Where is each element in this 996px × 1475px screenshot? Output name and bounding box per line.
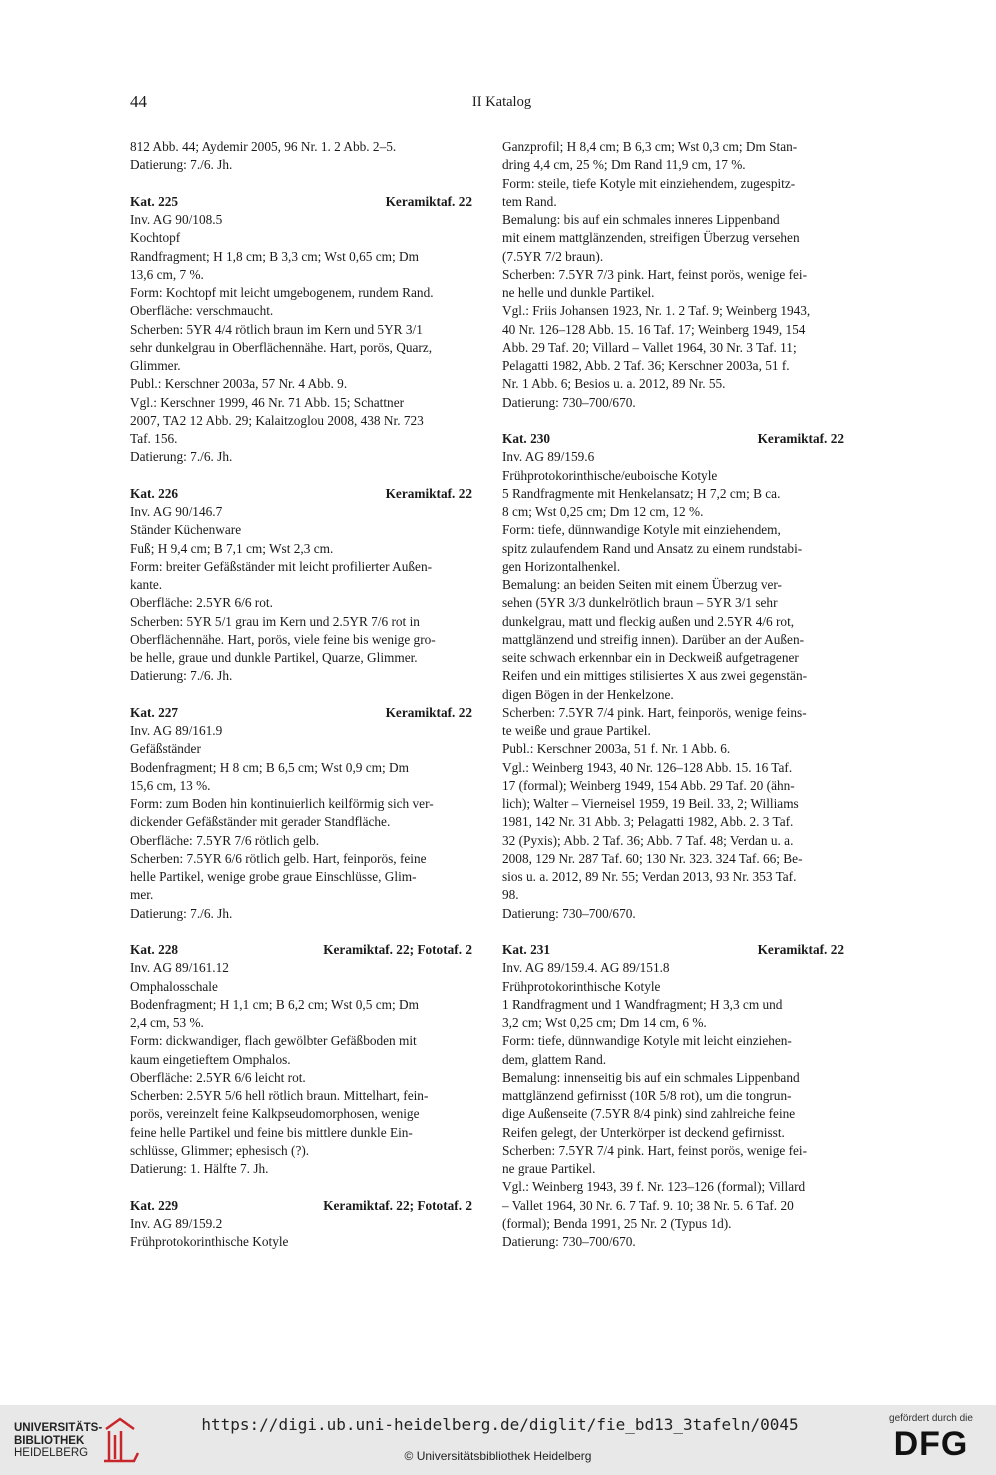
entry-text-line: porös, vereinzelt feine Kalkpseudomorphosen, wenige xyxy=(130,1106,420,1122)
entry-text-line: Vgl.: Kerschner 1999, 46 Nr. 71 Abb. 15; Schattner xyxy=(130,394,405,410)
entry-text-line: Oberflächennähe. Hart, porös, viele feine bis wenige gro- xyxy=(130,631,436,647)
entry-text-line: sehr dunkelgrau in Oberflächennähe. Hart, porös, Quarz, xyxy=(130,339,433,355)
entry-text-line: (7.5YR 7/2 braun). xyxy=(502,248,604,264)
entry-text-line: Bemalung: an beiden Seiten mit einem Überzug ver- xyxy=(502,577,782,592)
entry-text-line: Oberfläche: 2.5YR 6/6 leicht rot. xyxy=(130,1069,306,1085)
entry-text-line: Datierung: 7./6. Jh. xyxy=(130,668,233,684)
catalog-number: Kat. 227 xyxy=(130,704,179,720)
dfg-note: gefördert durch die xyxy=(889,1413,973,1424)
entry-text-line: lich); Walter – Vierneisel 1959, 19 Beil. 33, 2; Williams xyxy=(502,796,799,811)
catalog-entry xyxy=(130,941,472,1178)
entry-text-line: Inv. AG 90/146.7 xyxy=(130,504,223,519)
entry-text-line: Inv. AG 89/159.4. AG 89/151.8 xyxy=(502,960,670,976)
library-name-line: UNIVERSITÄTS- xyxy=(14,1422,103,1434)
catalog-number: Kat. 230 xyxy=(502,431,551,446)
entry-text-line: Form: steile, tiefe Kotyle mit einziehendem, zugespitz- xyxy=(502,175,796,191)
entry-text-line: Bemalung: bis auf ein schmales inneres Lippenband xyxy=(502,212,780,227)
entry-text-line: Inv. AG 89/159.6 xyxy=(502,449,595,465)
entry-text-line: Reifen und ein mittiges stilisiertes X aus zwei gegenstän- xyxy=(502,668,808,684)
copyright-notice: © Universitätsbibliothek Heidelberg xyxy=(404,1449,592,1463)
entry-text-line: Form: tiefe, dünnwandige Kotyle mit einziehendem, xyxy=(502,522,781,538)
entry-text-line: 98. xyxy=(502,887,519,903)
entry-text-line: Frühprotokorinthische/euboische Kotyle xyxy=(502,467,718,483)
entry-text-line: Nr. 1 Abb. 6; Besios u. a. 2012, 89 Nr. 55. xyxy=(502,376,726,392)
entry-text-line: Form: Kochtopf mit leicht umgebogenem, rundem Rand. xyxy=(130,285,434,300)
entry-text-line: Datierung: 7./6. Jh. xyxy=(130,905,233,921)
entry-text-line: Fuß; H 9,4 cm; B 7,1 cm; Wst 2,3 cm. xyxy=(130,540,334,556)
plate-reference: Keramiktaf. 22; Fototaf. 2 xyxy=(323,942,472,957)
entry-text-line: schlüsse, Glimmer; ephesisch (?). xyxy=(130,1142,310,1158)
entry-text-line: mattglänzend und streifig innen). Darüber an der Außen- xyxy=(502,631,805,647)
entry-text-line: mit einem mattglänzenden, streifigen Überzug versehen xyxy=(502,230,800,246)
entry-text-line: Scherben: 5YR 5/1 grau im Kern und 2.5YR 7/6 rot in xyxy=(130,613,420,629)
catalog-entry xyxy=(130,1197,472,1252)
entry-heading xyxy=(130,704,472,722)
entry-text-line: Datierung: 730–700/670. xyxy=(502,394,636,410)
entry-text-line: dige Außenseite (7.5YR 8/4 pink) sind zahlreiche feine xyxy=(502,1106,796,1122)
entry-text-line: Bodenfragment; H 1,1 cm; B 6,2 cm; Wst 0,5 cm; Dm xyxy=(130,996,419,1012)
entry-text-line: Form: zum Boden hin kontinuierlich keilförmig sich ver- xyxy=(130,796,434,811)
plate-reference: Keramiktaf. 22 xyxy=(757,431,844,446)
entry-text-line: helle Partikel, wenige grobe graue Einschlüsse, Glim- xyxy=(130,869,417,884)
entry-text-line: dunkelgrau, matt und fleckig außen und 2.5YR 4/6 rot, xyxy=(502,613,795,629)
dfg-funding-logo[interactable] xyxy=(876,1413,986,1471)
entry-text-line: Bemalung: innenseitig bis auf ein schmales Lippenband xyxy=(502,1069,800,1085)
entry-text-line: seite schwach erkennbar ein in Deckweiß aufgetragener xyxy=(502,650,799,665)
entry-text-line: Datierung: 1. Hälfte 7. Jh. xyxy=(130,1161,269,1176)
entry-text-line: Form: dickwandiger, flach gewölbter Gefäßboden mit xyxy=(130,1033,417,1049)
catalog-number: Kat. 231 xyxy=(502,942,551,957)
entry-text-line: 1981, 142 Nr. 31 Abb. 3; Pelagatti 1982, Abb. 2. 3 Taf. xyxy=(502,814,794,830)
entry-text-line: Inv. AG 90/108.5 xyxy=(130,212,223,227)
catalog-number: Kat. 228 xyxy=(130,942,179,957)
entry-text-line: Frühprotokorinthische Kotyle xyxy=(502,978,661,994)
entry-text-line: ne helle und dunkle Partikel. xyxy=(502,285,655,300)
catalog-entry-continuation xyxy=(130,138,472,175)
entry-text-line: dring 4,4 cm, 25 %; Dm Rand 11,9 cm, 17 %. xyxy=(502,157,746,173)
entry-text-line: Pelagatti 1982, Abb. 2 Taf. 36; Kerschner 2003a, 51 f. xyxy=(502,358,790,373)
catalog-entry xyxy=(130,704,472,923)
entry-text-line: 1 Randfragment und 1 Wandfragment; H 3,3 cm und xyxy=(502,996,783,1012)
left-column xyxy=(130,138,472,1251)
entry-text-line: Kochtopf xyxy=(130,230,181,246)
entry-text-line: 40 Nr. 126–128 Abb. 15. 16 Taf. 17; Weinberg 1949, 154 xyxy=(502,321,806,337)
entry-text-line: Reifen gelegt, der Unterkörper ist deckend gefirnisst. xyxy=(502,1124,785,1140)
plate-reference: Keramiktaf. 22 xyxy=(385,704,472,720)
entry-text-line: Ganzprofil; H 8,4 cm; B 6,3 cm; Wst 0,3 cm; Dm Stan- xyxy=(502,139,798,154)
entry-text-line: spitz zulaufendem Rand und Ansatz zu einem rundstabi- xyxy=(502,540,803,556)
entry-text-line: 5 Randfragmente mit Henkelansatz; H 7,2 cm; B ca. xyxy=(502,485,781,501)
dfg-wordmark: DFG xyxy=(893,1425,969,1463)
entry-text-line: digen Bögen in der Henkelzone. xyxy=(502,686,674,702)
catalog-entry-continuation xyxy=(502,138,844,412)
entry-text-line: 13,6 cm, 7 %. xyxy=(130,266,204,282)
entry-text-line: 17 (formal); Weinberg 1949, 154 Abb. 29 Taf. 20 (ähn- xyxy=(502,777,795,793)
entry-text-line: Taf. 156. xyxy=(130,431,178,446)
entry-text-line: – Vallet 1964, 30 Nr. 6. 7 Taf. 9. 10; 38 Nr. 5. 6 Taf. 20 xyxy=(502,1197,794,1213)
entry-text-line: kante. xyxy=(130,577,163,592)
entry-heading xyxy=(502,941,844,959)
plate-reference: Keramiktaf. 22 xyxy=(385,485,472,501)
entry-text-line: tem Rand. xyxy=(502,193,557,209)
catalog-entry xyxy=(502,941,844,1251)
entry-text-line: Form: tiefe, dünnwandige Kotyle mit leicht einziehen- xyxy=(502,1033,792,1049)
entry-heading xyxy=(130,1197,472,1215)
catalog-entry xyxy=(502,430,844,923)
entry-text-line: sehen (5YR 3/3 dunkelrötlich braun – 5YR 3/1 sehr xyxy=(502,595,778,611)
page-header xyxy=(130,92,843,116)
source-url-link[interactable]: https://digi.ub.uni-heidelberg.de/diglit/fie_bd13_3tafeln/0045 xyxy=(201,1415,799,1434)
entry-text-line: Inv. AG 89/161.12 xyxy=(130,960,229,976)
catalog-number: Kat. 229 xyxy=(130,1197,179,1213)
entry-text-line: Scherben: 2.5YR 5/6 hell rötlich braun. Mittelhart, fein- xyxy=(130,1088,429,1103)
entry-text-line: gen Horizontalhenkel. xyxy=(502,558,621,574)
entry-text-line: Inv. AG 89/161.9 xyxy=(130,723,223,738)
entry-text-line: sios u. a. 2012, 89 Nr. 55; Verdan 2013, 93 Nr. 353 Taf. xyxy=(502,869,797,884)
entry-text-line: Vgl.: Friis Johansen 1923, Nr. 1. 2 Taf. 9; Weinberg 1943, xyxy=(502,303,811,319)
footer-bar xyxy=(0,1405,996,1475)
entry-text-line: Vgl.: Weinberg 1943, 40 Nr. 126–128 Abb. 15. 16 Taf. xyxy=(502,759,793,775)
entry-text-line: Inv. AG 89/159.2 xyxy=(130,1215,223,1231)
entry-text-line: Datierung: 730–700/670. xyxy=(502,1234,636,1249)
entry-text-line: Scherben: 7.5YR 6/6 rötlich gelb. Hart, feinporös, feine xyxy=(130,850,427,866)
library-name-line: BIBLIOTHEK xyxy=(14,1434,85,1447)
library-name-line: HEIDELBERG xyxy=(14,1447,89,1459)
entry-text-line: mer. xyxy=(130,887,154,903)
catalog-number: Kat. 225 xyxy=(130,193,179,209)
plate-reference: Keramiktaf. 22 xyxy=(385,193,472,209)
entry-text-line: Omphalosschale xyxy=(130,978,218,994)
entry-text-line: kaum eingetieftem Omphalos. xyxy=(130,1051,291,1067)
entry-text-line: Datierung: 7./6. Jh. xyxy=(130,449,233,465)
running-title: II Katalog xyxy=(471,94,532,110)
entry-text-line: Scherben: 7.5YR 7/4 pink. Hart, feinporös, wenige feins- xyxy=(502,704,807,720)
entry-heading xyxy=(130,193,472,211)
entry-text-line: Bodenfragment; H 8 cm; B 6,5 cm; Wst 0,9 cm; Dm xyxy=(130,759,409,775)
catalog-number: Kat. 226 xyxy=(130,485,179,501)
entry-text-line: Form: breiter Gefäßständer mit leicht profilierter Außen- xyxy=(130,558,433,574)
plate-reference: Keramiktaf. 22; Fototaf. 2 xyxy=(323,1197,472,1213)
entry-text-line: Ständer Küchenware xyxy=(130,522,242,538)
entry-text-line: 2,4 cm, 53 %. xyxy=(130,1015,204,1030)
catalog-entry xyxy=(130,193,472,467)
entry-text-line: Randfragment; H 1,8 cm; B 3,3 cm; Wst 0,65 cm; Dm xyxy=(130,248,419,264)
entry-text-line: dickender Gefäßständer mit gerader Standfläche. xyxy=(130,814,391,830)
catalog-entry xyxy=(130,485,472,686)
entry-text-line: Datierung: 7./6. Jh. xyxy=(130,157,233,173)
entry-text-line: Oberfläche: 7.5YR 7/6 rötlich gelb. xyxy=(130,832,320,848)
entry-text-line: Glimmer. xyxy=(130,358,181,373)
entry-text-line: Abb. 29 Taf. 20; Villard – Vallet 1964, 30 Nr. 3 Taf. 11; xyxy=(502,339,797,355)
entry-text-line: Gefäßständer xyxy=(130,741,201,757)
entry-text-line: 3,2 cm; Wst 0,25 cm; Dm 14 cm, 6 %. xyxy=(502,1015,707,1030)
entry-text-line: be helle, graue und dunkle Partikel, Quarze, Glimmer. xyxy=(130,650,418,665)
entry-text-line: Oberfläche: 2.5YR 6/6 rot. xyxy=(130,595,273,611)
entry-heading xyxy=(502,430,844,448)
entry-text-line: 2007, TA2 12 Abb. 29; Kalaitzoglou 2008, 438 Nr. 723 xyxy=(130,412,424,428)
entry-text-line: Publ.: Kerschner 2003a, 57 Nr. 4 Abb. 9. xyxy=(130,376,348,392)
entry-text-line: 8 cm; Wst 0,25 cm; Dm 12 cm, 12 %. xyxy=(502,504,704,519)
entry-text-line: Scherben: 7.5YR 7/3 pink. Hart, feinst porös, wenige fei- xyxy=(502,266,808,282)
right-column xyxy=(502,138,844,1251)
entry-text-line: Oberfläche: verschmaucht. xyxy=(130,303,274,319)
entry-text-line: mattglänzend gefirnisst (10R 5/8 rot), um die tongrun- xyxy=(502,1088,792,1103)
entry-text-line: feine helle Partikel und feine bis mittlere dunkle Ein- xyxy=(130,1124,413,1140)
entry-text-line: Scherben: 7.5YR 7/4 pink. Hart, feinst porös, wenige fei- xyxy=(502,1142,808,1158)
entry-text-line: Scherben: 5YR 4/4 rötlich braun im Kern und 5YR 3/1 xyxy=(130,321,423,337)
page-number: 44 xyxy=(130,92,147,111)
entry-text-line: Publ.: Kerschner 2003a, 51 f. Nr. 1 Abb. 6. xyxy=(502,741,731,757)
entry-heading xyxy=(130,941,472,959)
entry-text-line: te weiße und graue Partikel. xyxy=(502,723,651,738)
entry-heading xyxy=(130,485,472,503)
plate-reference: Keramiktaf. 22 xyxy=(757,942,844,957)
entry-text-line: ne graue Partikel. xyxy=(502,1161,596,1176)
entry-text-line: 15,6 cm, 13 %. xyxy=(130,777,211,793)
entry-text-line: Datierung: 730–700/670. xyxy=(502,905,636,921)
entry-text-line: dem, glattem Rand. xyxy=(502,1051,607,1067)
entry-text-line: 32 (Pyxis); Abb. 2 Taf. 36; Abb. 7 Taf. 48; Verdan u. a. xyxy=(502,832,794,848)
entry-text-line: 2008, 129 Nr. 287 Taf. 60; 130 Nr. 323. 324 Taf. 66; Be- xyxy=(502,850,803,866)
entry-text-line: 812 Abb. 44; Aydemir 2005, 96 Nr. 1. 2 Abb. 2–5. xyxy=(130,139,397,154)
entry-text-line: (formal); Benda 1991, 25 Nr. 2 (Typus 1d). xyxy=(502,1215,732,1231)
entry-text-line: Frühprotokorinthische Kotyle xyxy=(130,1234,289,1249)
entry-text-line: Vgl.: Weinberg 1943, 39 f. Nr. 123–126 (formal); Villard xyxy=(502,1179,806,1195)
